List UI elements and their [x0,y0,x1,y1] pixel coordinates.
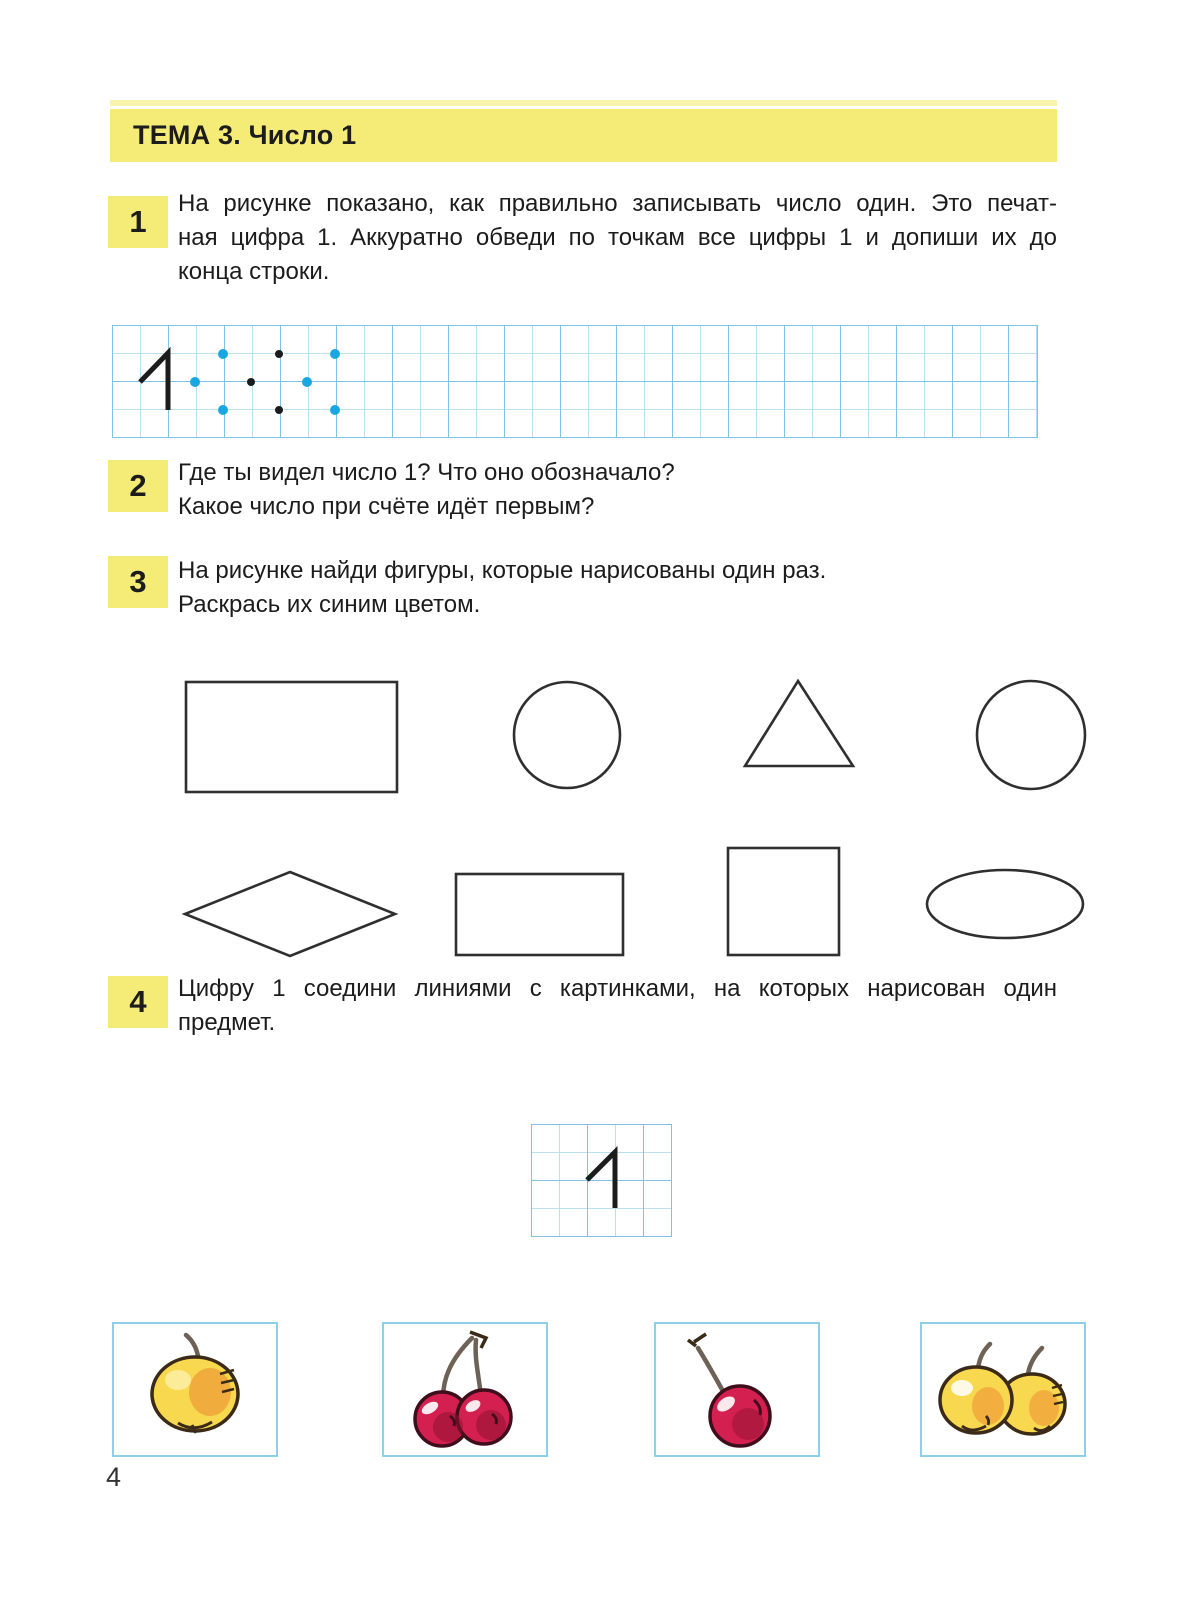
shape-ellipse [927,870,1083,938]
picture-box-two-apples [920,1322,1086,1457]
shape-circle-2 [977,681,1085,789]
digit-1-grid [531,1124,672,1237]
task-1-number-badge [108,196,168,248]
task-3-line-1: На рисунке найди фигуры, которые нарисованы один раз. [178,557,827,584]
handwriting-practice-grid [112,325,1038,438]
topic-header [110,109,1057,162]
page-number: 4 [106,1462,122,1492]
task-3-number: 3 [129,564,147,599]
task-2-number: 2 [129,468,147,503]
trace-dots-digit-3 [302,349,340,415]
task-1-line-2: ная цифра 1. Аккуратно обведи по точкам все цифры 1 и допиши их до [178,224,1057,251]
picture-box-one-apple [112,1322,278,1457]
shape-diamond [185,872,395,956]
task-1-line-1: На рисунке показано, как правильно записывать число один. Это печат- [178,190,1057,217]
sample-digit-1 [140,353,168,410]
shapes-figure [110,650,1100,970]
task-3-text [178,554,1057,622]
task-4-number-badge [108,976,168,1028]
shape-rectangle-1 [186,682,397,792]
digit-1 [587,1152,615,1208]
task-3-number-badge [108,556,168,608]
task-1-number: 1 [129,204,147,239]
task-4-line-1: Цифру 1 соедини линиями с картинками, на которых нарисован один [178,975,1057,1002]
picture-box-one-cherry [654,1322,820,1457]
shape-square [728,848,839,955]
trace-dots-digit-2 [247,350,283,414]
shape-circle-1 [514,682,620,788]
practice-grid-overlay [112,325,1037,437]
page-title: ТЕМА 3. Число 1 [133,120,357,150]
task-2-number-badge [108,460,168,512]
one-cherry-illustration [656,1324,818,1455]
task-1-line-3: конца строки. [178,258,330,285]
one-apple-illustration [114,1324,276,1455]
task-4-text [178,972,1057,1040]
trace-dots-digit-1 [190,349,228,415]
apple-stem-icon [186,1335,198,1356]
task-4-number: 4 [129,984,147,1019]
task-1-text [178,187,1057,289]
task-3-line-2: Раскрась их синим цветом. [178,591,481,618]
two-apples-illustration [922,1324,1084,1455]
task-2-text [178,456,1057,524]
shape-rectangle-2 [456,874,623,955]
digit-1-overlay [531,1124,671,1236]
shape-triangle [745,681,853,766]
apple-stem-icon [1028,1348,1042,1374]
task-4-line-2: предмет. [178,1009,276,1036]
picture-box-two-cherries [382,1322,548,1457]
apple-stem-icon [978,1344,990,1368]
task-2-line-1: Где ты видел число 1? Что оно обозначало? [178,459,675,486]
task-2-line-2: Какое число при счёте идёт первым? [178,493,595,520]
header-accent-strip [110,100,1057,106]
two-cherries-illustration [384,1324,546,1455]
